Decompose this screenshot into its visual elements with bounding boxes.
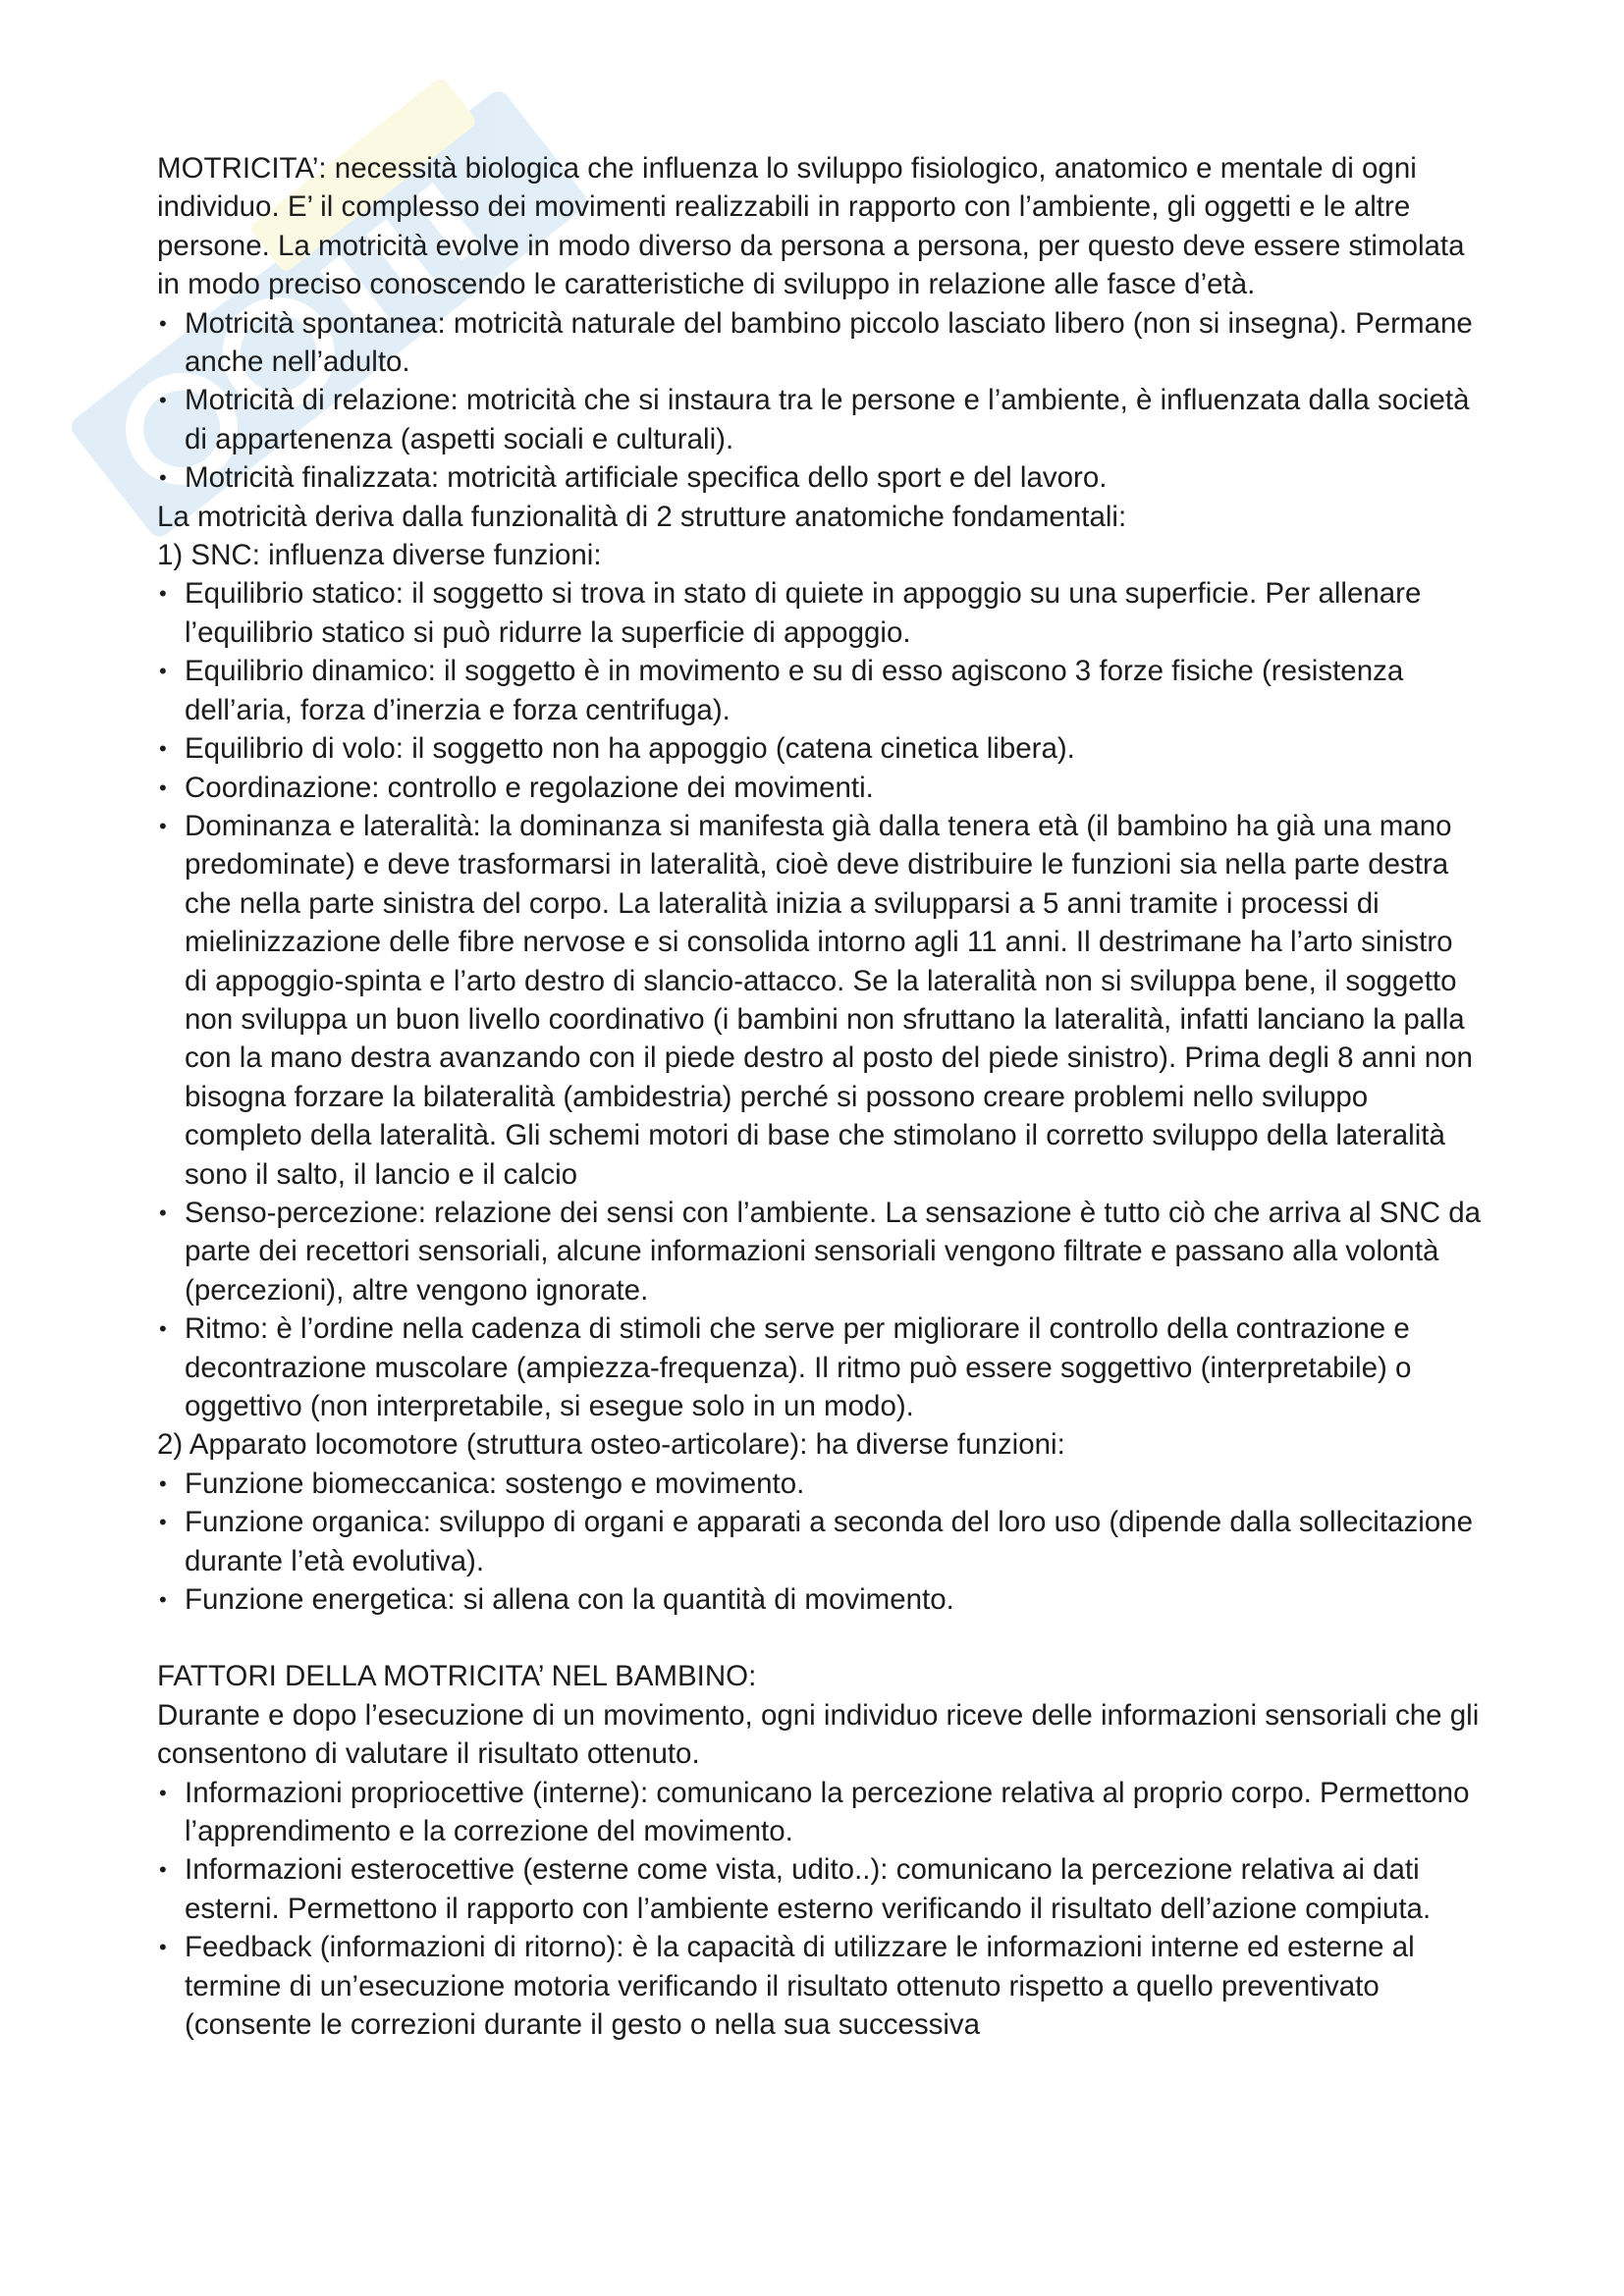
locomotor-heading: 2) Apparato locomotore (struttura osteo-articolare): ha diverse funzioni:: [157, 1428, 1065, 1462]
list-item: • Funzione biomeccanica: sostengo e movimento.: [157, 1465, 1483, 1503]
list-item: • Informazioni propriocettive (interne): comunicano la percezione relativa al proprio corpo. Permettono l’apprendimento e la correzione del movimento.: [157, 1774, 1483, 1851]
list-item: • Dominanza e lateralità: la dominanza si manifesta già dalla tenera età (il bambino ha già una mano predominate) e deve trasformarsi in lateralità, cioè deve distribuire le funzioni sia nella parte destra che nella parte sinistra del corpo. La lateralità inizia a svilupparsi a 5 anni tramite i processi di mielinizzazione delle fibre nervose e si consolida intorno agli 11 anni. Il destrimane ha l’arto sinistro di appoggio-spinta e l’arto destro di slancio-attacco. Se la lateralità non si sviluppa bene, il soggetto non sviluppa un buon livello coordinativo (i bambini non sfruttano la lateralità, infatti lanciano la palla con la mano destra avanzando con il piede destro al posto del piede sinistro). Prima degli 8 anni non bisogna forzare la bilateralità (ambidestria) perché si possono creare problemi nello sviluppo completo della lateralità. Gli schemi motori di base che stimolano il corretto sviluppo della lateralità sono il salto, il lancio e il calcio: [157, 807, 1483, 1194]
list-item: • Informazioni esterocettive (esterne come vista, udito..): comunicano la percezione relativa ai dati esterni. Permettono il rapporto con l’ambiente esterno verificando il risultato dell’azione compiuta.: [157, 1850, 1483, 1928]
locomotor-functions-list: [157, 1465, 1483, 1620]
intro-paragraph: MOTRICITA’: necessità biologica che influenza lo sviluppo fisiologico, anatomico e mentale di ogni individuo. E’ il complesso dei movimenti realizzabili in rapporto con l’ambiente, gli oggetti e le altre persone. La motricità evolve in modo diverso da persona a persona, per questo deve essere stimolata in modo preciso conoscendo le caratteristiche di sviluppo in relazione alle fasce d’età.: [157, 152, 1465, 301]
section-spacer: [157, 1619, 1483, 1657]
list-item: • Motricità di relazione: motricità che si instaura tra le persone e l’ambiente, è influenzata dalla società di appartenenza (aspetti sociali e culturali).: [157, 381, 1483, 458]
snc-heading: 1) SNC: influenza diverse funzioni:: [157, 539, 602, 572]
list-item: • Feedback (informazioni di ritorno): è la capacità di utilizzare le informazioni interne ed esterne al termine di un’esecuzione motoria verificando il risultato ottenuto rispetto a quello preventivato (consente le correzioni durante il gesto o nella sua successiva: [157, 1928, 1483, 2044]
motricity-types-list: [157, 304, 1483, 498]
list-item: • Coordinazione: controllo e regolazione dei movimenti.: [157, 769, 1483, 807]
list-item: • Equilibrio dinamico: il soggetto è in movimento e su di esso agiscono 3 forze fisiche (resistenza dell’aria, forza d’inerzia e forza centrifuga).: [157, 652, 1483, 729]
list-item: • Equilibrio di volo: il soggetto non ha appoggio (catena cinetica libera).: [157, 729, 1483, 768]
list-item: • Ritmo: è l’ordine nella cadenza di stimoli che serve per migliorare il controllo della contrazione e decontrazione muscolare (ampiezza-frequenza). Il ritmo può essere soggettivo (interpretabile) o oggettivo (non interpretabile, si esegue solo in un modo).: [157, 1309, 1483, 1425]
list-item: • Funzione energetica: si allena con la quantità di movimento.: [157, 1580, 1483, 1619]
list-item: • Motricità spontanea: motricità naturale del bambino piccolo lasciato libero (non si insegna). Permane anche nell’adulto.: [157, 304, 1483, 382]
list-item: • Senso-percezione: relazione dei sensi con l’ambiente. La sensazione è tutto ciò che arriva al SNC da parte dei recettori sensoriali, alcune informazioni sensoriali vengono filtrate e passano alla volontà (percezioni), altre vengono ignorate.: [157, 1194, 1483, 1309]
factors-heading: FATTORI DELLA MOTRICITA’ NEL BAMBINO:: [157, 1660, 757, 1693]
structures-intro: La motricità deriva dalla funzionalità di 2 strutture anatomiche fondamentali:: [157, 500, 1127, 533]
list-item: • Equilibrio statico: il soggetto si trova in stato di quiete in appoggio su una superficie. Per allenare l’equilibrio statico si può ridurre la superficie di appoggio.: [157, 574, 1483, 652]
snc-functions-list: [157, 574, 1483, 1425]
document-body: [157, 149, 1483, 2045]
list-item: • Funzione organica: sviluppo di organi e apparati a seconda del loro uso (dipende dalla sollecitazione durante l’età evolutiva).: [157, 1503, 1483, 1580]
list-item: • Motricità finalizzata: motricità artificiale specifica dello sport e del lavoro.: [157, 458, 1483, 497]
factors-list: [157, 1774, 1483, 2045]
factors-intro: Durante e dopo l’esecuzione di un movimento, ogni individuo riceve delle informazioni sensoriali che gli consentono di valutare il risultato ottenuto.: [157, 1698, 1480, 1771]
